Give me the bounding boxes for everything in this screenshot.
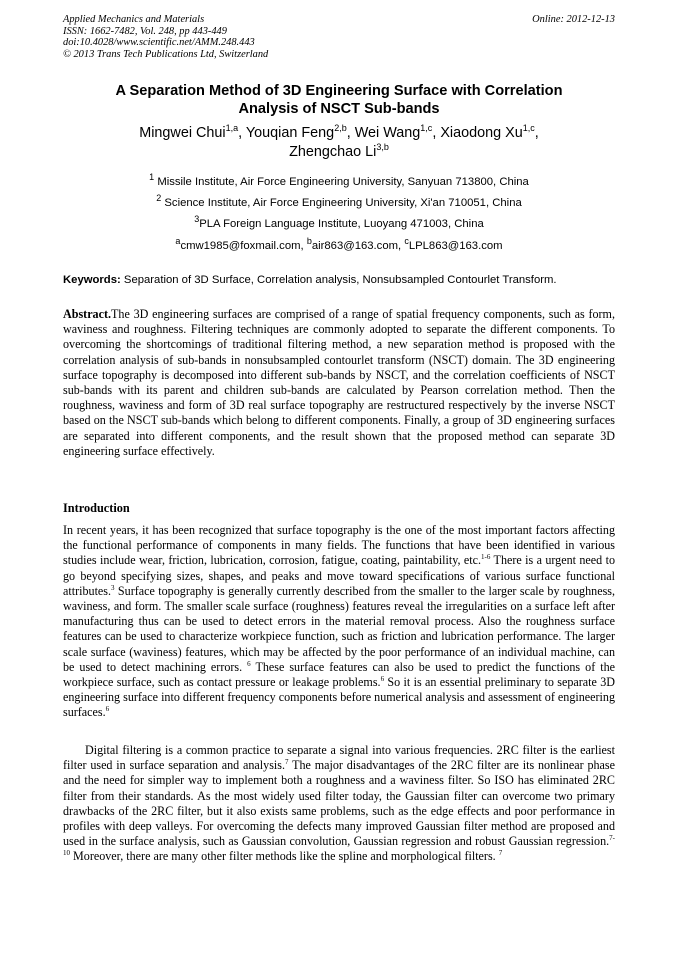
author-name: Mingwei Chui [139, 125, 226, 141]
author-affil-sup: 1,a [225, 123, 239, 134]
email-address[interactable]: LPL863@163.com [408, 240, 503, 252]
citation-ref: 7 [285, 758, 289, 767]
citation-ref: 3 [111, 583, 115, 592]
paper-title [63, 82, 615, 118]
keywords-text: Separation of 3D Surface, Correlation analysis, Nonsubsampled Contourlet Transform. [123, 274, 557, 286]
copyright-line: © 2013 Trans Tech Publications Ltd, Switzerland [63, 48, 269, 60]
page-header [63, 14, 615, 60]
affiliation-text: Missile Institute, Air Force Engineering University, Sanyuan 713800, China [157, 176, 529, 188]
body-text: In recent years, it has been recognized that surface topography is the one of the most important factors affecting the functional performance of components in many fields. The functions that have been identified in various studies include wear, friction, lubrication, corrosion, fatigue, coating, paintability, etc. [63, 523, 615, 568]
abstract-label: Abstract. [63, 307, 112, 321]
body-text: There is a urgent need to go beyond specifying sizes, shapes, and peaks and move toward specifications of various surface functional attributes. [63, 553, 615, 598]
email-sup: a [175, 236, 181, 247]
body-text: Surface topography is generally currently described from the smaller to the larger scale by roughness, waviness, and form. The smaller scale surface (roughness) features reveal the irregularities on a surface left after manufacturing thus can be used to detect errors in the material removal process. Also the roughness surface features can be used to characterize workpiece function, such as friction and lubrication performance. The larger scale surface (waviness) features, which may be affected by the poor performance of an individual machine, can be used to detect machining errors. [63, 583, 615, 674]
email-sup: b [306, 236, 312, 247]
body-text: So it is an essential preliminary to separate 3D engineering surface into different frequency components before numerical analysis and assessment of engineering surfaces. [63, 675, 616, 720]
author-name: Zhengchao Li [289, 144, 377, 160]
citation-ref: 6 [380, 675, 385, 683]
issn-line: ISSN: 1662-7482, Vol. 248, pp 443-449 [63, 25, 227, 37]
affiliation-sup: 3 [194, 214, 200, 225]
body-text: Moreover, there are many other filter methods like the spline and morphological filters. [70, 849, 499, 864]
journal-name: Applied Mechanics and Materials [63, 14, 205, 25]
author-affil-sup: 1,c [420, 123, 433, 134]
affiliation-3 [63, 214, 615, 231]
title-line-2: Analysis of NSCT Sub-bands [238, 101, 440, 117]
introduction-paragraph-2 [63, 743, 615, 865]
keywords-label: Keywords: [63, 274, 121, 286]
abstract-text: The 3D engineering surfaces are comprised of a range of spatial frequency components, such as form, waviness and roughness. Filtering techniques are commonly adopted to separate the different components. To overcoming the shortcomings of traditional filtering method, a new separation method is proposed with the correlation analysis of sub-bands in nonsubsampled contourlet transform (NSCT) domain. The 3D engineering surface topography is decomposed into different sub-bands by NSCT, and the correlation coefficients of NSCT sub-bands with its parent and children sub-bands are calculated by Pearson correlation method. Then the roughness, waviness and form of 3D real surface topography are restructured respectively by the inverse NSCT based on the NSCT sub-bands which belong to different components. Finally, a group of 3D engineering surfaces are separated into different components, and the result shown that the proposed method can separate 3D engineering surface effectively. [63, 307, 615, 458]
introduction-paragraph-1 [63, 523, 615, 721]
title-line-1: A Separation Method of 3D Engineering Surface with Correlation [115, 83, 563, 99]
affiliation-sup: 2 [156, 193, 162, 204]
author-name: Youqian Feng [245, 125, 335, 141]
citation-ref: 7 [498, 849, 503, 858]
author-affil-sup: 1,c [522, 123, 535, 134]
section-heading-introduction: Introduction [63, 501, 130, 515]
keywords [63, 273, 623, 287]
body-text: These surface features can also be used to predict the functions of the workpiece surface, such as contact pressure or leakage problems. [63, 659, 615, 690]
affiliation-text: PLA Foreign Language Institute, Luoyang 471003, China [199, 218, 484, 230]
affiliation-text: Science Institute, Air Force Engineering University, Xi'an 710051, China [164, 197, 522, 209]
author-affil-sup: 2,b [334, 123, 347, 134]
author-name: Xiaodong Xu [440, 125, 523, 141]
affiliation-1 [63, 172, 615, 189]
citation-ref: 6 [247, 659, 251, 668]
citation-ref: 7-10 [63, 834, 615, 858]
citation-ref: 6 [105, 705, 110, 714]
body-text: The major disadvantages of the 2RC filter are its nonlinear phase and the need for simpler way to implement both a roughness and a waviness filter. So ISO has eliminated 2RC filter from their standards. As the most widely used filter today, the Gaussian filter can overcome two primary drawbacks of the 2RC filter, but it also exists same problems, such as the edge effects and poor performance in profiles with deep valleys. For overcoming the defects many improved Gaussian filter method are proposed and used in the surface analysis, such as Gaussian convolution, Gaussian regression and robust Gaussian regression. [63, 758, 615, 849]
affiliation-2 [63, 193, 615, 210]
online-date: Online: 2012-12-13 [532, 14, 615, 25]
abstract [63, 307, 615, 459]
email-list: $^a$cmw1985@foxmail.com, $^b$air863@163.com, $^c$LPL863@163.com [175, 236, 503, 252]
email-sup: c [404, 236, 409, 247]
email-address[interactable]: cmw1985@foxmail.com [180, 240, 301, 252]
citation-ref: 1-6 [481, 553, 491, 562]
email-address[interactable]: air863@163.com [311, 240, 399, 252]
body-text: Digital filtering is a common practice to separate a signal into various frequencies. 2RC filter is the earliest filter used in surface separation and analysis. [63, 743, 615, 773]
author-affil-sup: 3,b [376, 142, 389, 153]
author-list: Mingwei Chui$^{1,a}$, Youqian Feng$^{2,b}$, Wei Wang$^{1,c}$, Xiaodong Xu$^{1,c}$, Zhengchao Li$^{3,b}$ [139, 123, 539, 160]
affiliation-sup: 1 [149, 172, 155, 183]
author-name: Wei Wang [354, 125, 421, 141]
doi-line: doi:10.4028/www.scientific.net/AMM.248.443 [63, 37, 255, 49]
